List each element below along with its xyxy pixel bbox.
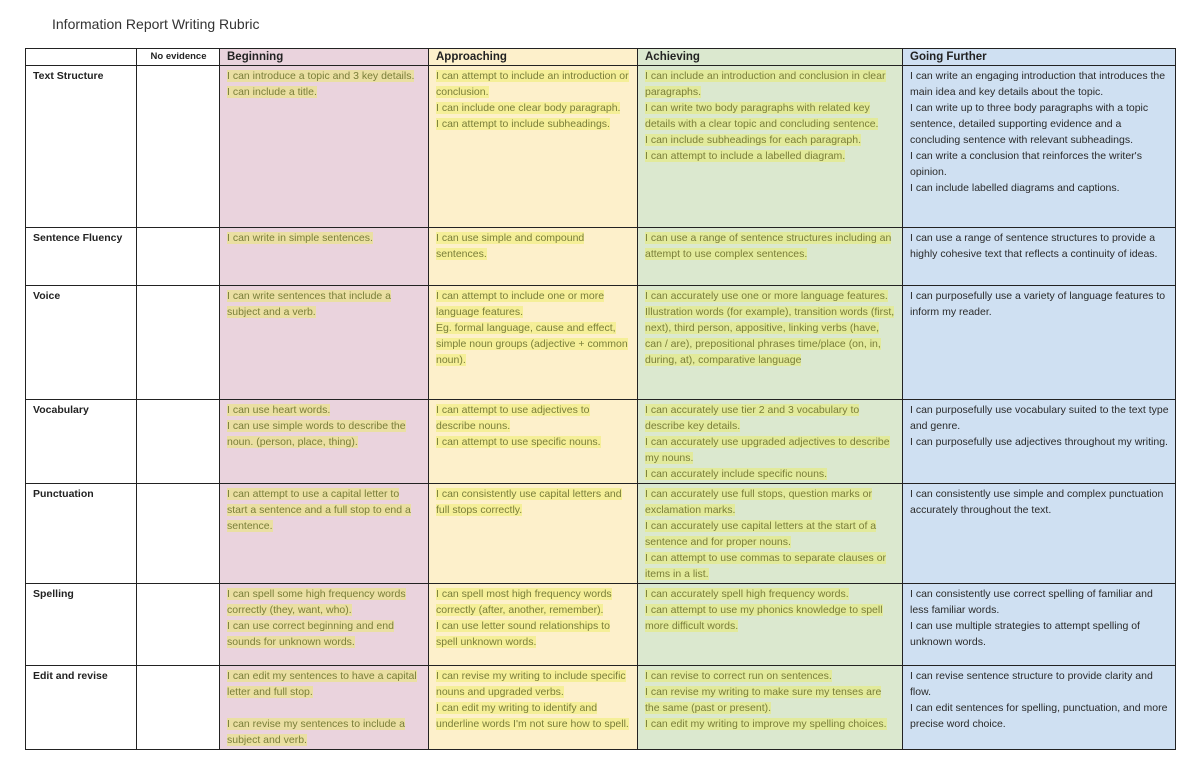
criterion-text: I can consistently use capital letters and full stops correctly.: [436, 488, 622, 516]
row-label: Sentence Fluency: [26, 228, 137, 286]
criterion-line: [436, 402, 631, 434]
rubric-row: [26, 228, 1176, 286]
cell-approaching: [429, 228, 638, 286]
criterion-line: [436, 434, 631, 450]
cell-going-further: [903, 228, 1176, 286]
cell-no-evidence: [137, 228, 220, 286]
criterion-line: [645, 466, 896, 482]
criterion-text: Illustration words (for example), transition words (first, next), third person, appositive, linking verbs (have, can / are), prepositional phrases time/place (on, in, during, at), comparative language: [645, 306, 895, 366]
header-row: [26, 49, 1176, 66]
criterion-text: I can edit my writing to improve my spelling choices.: [645, 718, 887, 730]
cell-no-evidence: [137, 584, 220, 666]
criterion-line: [910, 288, 1169, 320]
criterion-text: I can attempt to include an introduction or conclusion.: [436, 70, 629, 98]
cell-going-further: [903, 66, 1176, 228]
criterion-text: I can accurately use upgraded adjectives to describe my nouns.: [645, 436, 890, 464]
criterion-line: [645, 486, 896, 518]
criterion-line: [227, 68, 422, 84]
criterion-line: [645, 716, 896, 732]
criterion-line: [436, 668, 631, 700]
criterion-line: [436, 486, 631, 518]
criterion-line: [645, 230, 896, 262]
criterion-line: [910, 180, 1169, 196]
rubric-row: [26, 286, 1176, 400]
criterion-line: [910, 148, 1169, 180]
criterion-text: I can attempt to include a labelled diagram.: [645, 150, 846, 162]
criterion-line: [227, 230, 422, 246]
criterion-text: I can write two body paragraphs with related key details with a clear topic and concluding sentence.: [645, 102, 879, 130]
criterion-line: [227, 402, 422, 418]
cell-no-evidence: [137, 286, 220, 400]
criterion-text: I can revise my sentences to include a subject and verb.: [227, 718, 406, 746]
header-achieving: Achieving: [638, 49, 903, 66]
criterion-line: [436, 230, 631, 262]
criterion-line: [645, 148, 896, 164]
cell-going-further: [903, 400, 1176, 484]
criterion-line: [910, 68, 1169, 100]
cell-going-further: [903, 484, 1176, 584]
cell-no-evidence: [137, 400, 220, 484]
criterion-text: I can consistently use correct spelling of familiar and less familiar words.: [910, 588, 1153, 616]
criterion-text: I can accurately use full stops, question marks or exclamation marks.: [645, 488, 873, 516]
criterion-text: I can attempt to include one or more language features.: [436, 290, 605, 318]
row-label: Edit and revise: [26, 666, 137, 750]
criterion-text: I can write up to three body paragraphs with a topic sentence, detailed supporting evidence and a concluding sentence with relevant subheadings.: [910, 102, 1149, 146]
criterion-line: [645, 602, 896, 634]
cell-achieving: [638, 286, 903, 400]
cell-no-evidence: [137, 66, 220, 228]
criterion-text: I can attempt to use a capital letter to start a sentence and a full stop to end a sentence.: [227, 488, 411, 532]
criterion-line: [645, 304, 896, 368]
criterion-text: I can purposefully use adjectives throughout my writing.: [910, 436, 1168, 448]
criterion-text: I can use simple and compound sentences.: [436, 232, 585, 260]
criterion-line: [910, 586, 1169, 618]
criterion-line: [645, 132, 896, 148]
cell-beginning: [220, 286, 429, 400]
header-no-evidence: No evidence: [137, 49, 220, 66]
criterion-line: [645, 100, 896, 132]
criterion-text: I can attempt to include subheadings.: [436, 118, 610, 130]
criterion-line: [645, 684, 896, 716]
criterion-line: [910, 700, 1169, 732]
rubric-row: [26, 584, 1176, 666]
criterion-line: [910, 100, 1169, 148]
criterion-text: I can revise sentence structure to provide clarity and flow.: [910, 670, 1153, 698]
criterion-text: I can edit my writing to identify and underline words I'm not sure how to spell.: [436, 702, 629, 730]
criterion-line: [910, 402, 1169, 434]
cell-beginning: [220, 484, 429, 584]
criterion-line: [227, 84, 422, 100]
criterion-text: I can revise to correct run on sentences.: [645, 670, 832, 682]
cell-going-further: [903, 286, 1176, 400]
criterion-line: [645, 288, 896, 304]
criterion-line: [910, 434, 1169, 450]
criterion-text: I can use a range of sentence structures including an attempt to use complex sentences.: [645, 232, 892, 260]
cell-no-evidence: [137, 484, 220, 584]
rubric-row: [26, 66, 1176, 228]
criterion-text: I can attempt to use specific nouns.: [436, 436, 601, 448]
criterion-text: I can purposefully use vocabulary suited to the text type and genre.: [910, 404, 1169, 432]
criterion-text: I can write a conclusion that reinforces the writer's opinion.: [910, 150, 1142, 178]
criterion-text: I can edit my sentences to have a capital letter and full stop.: [227, 670, 417, 698]
criterion-line: [227, 716, 422, 748]
criterion-line: [227, 288, 422, 320]
criterion-text: I can attempt to use adjectives to describe nouns.: [436, 404, 590, 432]
criterion-text: I can revise my writing to include specific nouns and upgraded verbs.: [436, 670, 626, 698]
cell-approaching: [429, 400, 638, 484]
cell-beginning: [220, 400, 429, 484]
criterion-text: I can introduce a topic and 3 key details.: [227, 70, 415, 82]
rubric-row: [26, 484, 1176, 584]
criterion-line: [436, 288, 631, 320]
cell-going-further: [903, 666, 1176, 750]
criterion-text: I can include one clear body paragraph.: [436, 102, 621, 114]
cell-beginning: [220, 66, 429, 228]
criterion-text: I can use correct beginning and end sounds for unknown words.: [227, 620, 394, 648]
rubric-row: [26, 666, 1176, 750]
criterion-line: [645, 434, 896, 466]
criterion-text: I can spell some high frequency words correctly (they, want, who).: [227, 588, 406, 616]
criterion-line: [436, 100, 631, 116]
criterion-text: I can use letter sound relationships to spell unknown words.: [436, 620, 610, 648]
row-label: Voice: [26, 286, 137, 400]
row-label: Text Structure: [26, 66, 137, 228]
cell-going-further: [903, 584, 1176, 666]
criterion-line: [910, 230, 1169, 262]
criterion-text: I can use simple words to describe the noun. (person, place, thing).: [227, 420, 406, 448]
cell-achieving: [638, 584, 903, 666]
criterion-text: I can accurately use capital letters at the start of a sentence and for proper nouns.: [645, 520, 877, 548]
cell-approaching: [429, 584, 638, 666]
criterion-text: Eg. formal language, cause and effect, simple noun groups (adjective + common noun).: [436, 322, 628, 366]
header-corner: [26, 49, 137, 66]
criterion-text: I can purposefully use a variety of language features to inform my reader.: [910, 290, 1166, 318]
criterion-line: [645, 68, 896, 100]
rubric-table: [25, 48, 1176, 750]
criterion-line: [436, 116, 631, 132]
header-approaching: Approaching: [429, 49, 638, 66]
header-beginning: Beginning: [220, 49, 429, 66]
criterion-text: I can include subheadings for each paragraph.: [645, 134, 861, 146]
header-going-further: Going Further: [903, 49, 1176, 66]
criterion-line: [645, 402, 896, 434]
criterion-text: I can write an engaging introduction that introduces the main idea and key details about the topic.: [910, 70, 1166, 98]
criterion-line: [436, 700, 631, 732]
cell-beginning: [220, 228, 429, 286]
row-label: Vocabulary: [26, 400, 137, 484]
criterion-text: I can attempt to use commas to separate clauses or items in a list.: [645, 552, 887, 580]
criterion-line: [645, 550, 896, 582]
criterion-text: I can include a title.: [227, 86, 317, 98]
criterion-line: [227, 586, 422, 618]
criterion-text: I can use heart words.: [227, 404, 331, 416]
cell-no-evidence: [137, 666, 220, 750]
criterion-line: [910, 668, 1169, 700]
criterion-line: [910, 486, 1169, 518]
cell-approaching: [429, 484, 638, 584]
criterion-text: I can accurately include specific nouns.: [645, 468, 828, 480]
criterion-text: I can include an introduction and conclusion in clear paragraphs.: [645, 70, 886, 98]
cell-approaching: [429, 286, 638, 400]
rubric-row: [26, 400, 1176, 484]
criterion-text: I can consistently use simple and complex punctuation accurately throughout the text.: [910, 488, 1164, 516]
criterion-text: I can use a range of sentence structures to provide a highly cohesive text that reflects a continuity of ideas.: [910, 232, 1158, 260]
cell-achieving: [638, 484, 903, 584]
criterion-line: [227, 418, 422, 450]
criterion-text: I can edit sentences for spelling, punctuation, and more precise word choice.: [910, 702, 1168, 730]
row-label: Punctuation: [26, 484, 137, 584]
cell-beginning: [220, 584, 429, 666]
criterion-line: [436, 68, 631, 100]
criterion-text: I can attempt to use my phonics knowledge to spell more difficult words.: [645, 604, 883, 632]
criterion-line: [645, 668, 896, 684]
document-title: Information Report Writing Rubric: [52, 16, 260, 32]
row-label: Spelling: [26, 584, 137, 666]
criterion-text: I can spell most high frequency words correctly (after, another, remember).: [436, 588, 612, 616]
criterion-text: I can accurately use tier 2 and 3 vocabulary to describe key details.: [645, 404, 860, 432]
criterion-line: [436, 586, 631, 618]
cell-achieving: [638, 228, 903, 286]
criterion-line: [645, 518, 896, 550]
criterion-line: [910, 618, 1169, 650]
criterion-text: I can accurately use one or more language features.: [645, 290, 888, 302]
criterion-line: [645, 586, 896, 602]
criterion-text: I can write in simple sentences.: [227, 232, 373, 244]
criterion-text: I can accurately spell high frequency words.: [645, 588, 849, 600]
criterion-text: I can include labelled diagrams and captions.: [910, 182, 1120, 194]
criterion-line: [436, 618, 631, 650]
criterion-text: I can revise my writing to make sure my tenses are the same (past or present).: [645, 686, 882, 714]
criterion-line: [227, 618, 422, 650]
cell-achieving: [638, 666, 903, 750]
cell-approaching: [429, 66, 638, 228]
cell-achieving: [638, 66, 903, 228]
criterion-line: [436, 320, 631, 368]
criterion-line: [227, 668, 422, 700]
criterion-text: I can write sentences that include a subject and a verb.: [227, 290, 392, 318]
cell-approaching: [429, 666, 638, 750]
cell-achieving: [638, 400, 903, 484]
criterion-text: I can use multiple strategies to attempt spelling of unknown words.: [910, 620, 1140, 648]
cell-beginning: [220, 666, 429, 750]
criterion-line: [227, 486, 422, 534]
